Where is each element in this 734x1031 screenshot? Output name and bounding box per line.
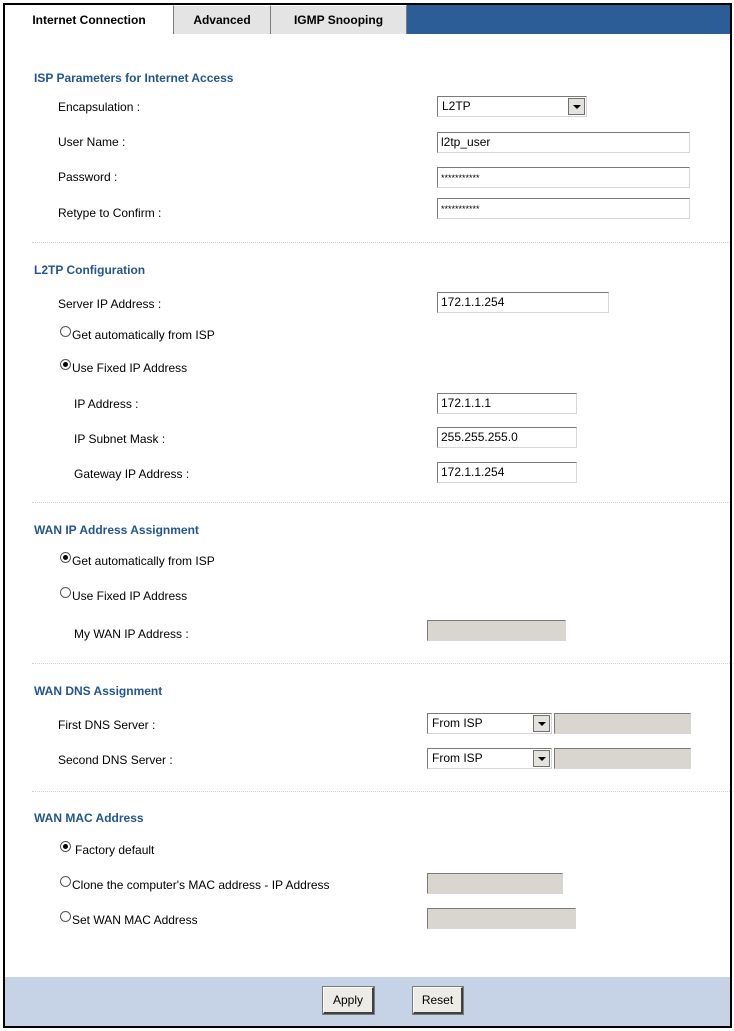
second-dns-label: Second DNS Server : bbox=[58, 753, 173, 767]
retype-label: Retype to Confirm : bbox=[58, 206, 162, 220]
button-bar bbox=[5, 977, 730, 1026]
divider bbox=[32, 663, 730, 664]
tab-igmp-snooping[interactable]: IGMP Snooping bbox=[271, 5, 407, 34]
ip-address-label: IP Address : bbox=[74, 397, 139, 411]
wan-ip-fixed-label: Use Fixed IP Address bbox=[72, 589, 188, 603]
radio-selected-icon[interactable] bbox=[60, 359, 71, 370]
chevron-down-icon bbox=[568, 98, 585, 115]
first-dns-select[interactable] bbox=[427, 713, 552, 734]
wan-ip-auto-label: Get automatically from ISP bbox=[72, 554, 215, 568]
radio-selected-icon[interactable] bbox=[60, 841, 71, 852]
second-dns-value: From ISP bbox=[432, 751, 483, 765]
isp-section-title: ISP Parameters for Internet Access bbox=[34, 71, 234, 85]
my-wan-ip-input[interactable] bbox=[427, 620, 566, 641]
mac-set-option[interactable] bbox=[60, 913, 198, 927]
wan-ip-auto-option[interactable] bbox=[60, 554, 215, 568]
tab-advanced[interactable]: Advanced bbox=[174, 5, 271, 34]
mac-set-label: Set WAN MAC Address bbox=[72, 913, 198, 927]
l2tp-fixed-label: Use Fixed IP Address bbox=[72, 361, 188, 375]
ip-address-input[interactable]: 172.1.1.1 bbox=[437, 393, 577, 414]
wan-ip-fixed-option[interactable] bbox=[60, 589, 187, 603]
wan-mac-address-input[interactable] bbox=[427, 908, 576, 929]
divider bbox=[32, 242, 730, 243]
tab-bar bbox=[5, 5, 730, 34]
password-input[interactable]: *********** bbox=[437, 167, 690, 188]
password-label: Password : bbox=[58, 170, 118, 184]
encapsulation-value: L2TP bbox=[442, 99, 471, 113]
l2tp-section-title: L2TP Configuration bbox=[34, 263, 146, 277]
username-label: User Name : bbox=[58, 135, 126, 149]
internet-connection-panel bbox=[3, 3, 732, 1028]
tab-internet-connection[interactable]: Internet Connection bbox=[5, 5, 174, 34]
first-dns-label: First DNS Server : bbox=[58, 718, 156, 732]
wan-ip-section-title: WAN IP Address Assignment bbox=[34, 523, 199, 537]
radio-unselected-icon[interactable] bbox=[60, 876, 71, 887]
reset-button[interactable]: Reset bbox=[413, 987, 463, 1014]
l2tp-fixed-option[interactable] bbox=[60, 361, 187, 375]
gateway-ip-input[interactable]: 172.1.1.254 bbox=[437, 462, 577, 483]
first-dns-value: From ISP bbox=[432, 716, 483, 730]
radio-selected-icon[interactable] bbox=[60, 552, 71, 563]
l2tp-auto-option[interactable] bbox=[60, 328, 215, 342]
second-dns-select[interactable] bbox=[427, 748, 552, 769]
my-wan-ip-label: My WAN IP Address : bbox=[74, 627, 189, 641]
retype-password-input[interactable]: *********** bbox=[437, 198, 690, 219]
gateway-ip-label: Gateway IP Address : bbox=[74, 467, 190, 481]
mac-clone-label: Clone the computer's MAC address - IP Address bbox=[72, 878, 330, 892]
second-dns-ip-input[interactable] bbox=[554, 748, 691, 769]
encapsulation-label: Encapsulation : bbox=[58, 100, 141, 114]
subnet-mask-input[interactable]: 255.255.255.0 bbox=[437, 427, 577, 448]
username-input[interactable]: l2tp_user bbox=[437, 132, 690, 153]
divider bbox=[32, 502, 730, 503]
radio-unselected-icon[interactable] bbox=[60, 911, 71, 922]
mac-clone-option[interactable] bbox=[60, 878, 330, 892]
mac-factory-label: Factory default bbox=[75, 843, 155, 857]
radio-unselected-icon[interactable] bbox=[60, 326, 71, 337]
chevron-down-icon bbox=[533, 750, 550, 767]
mac-clone-ip-input[interactable] bbox=[427, 873, 563, 894]
wan-mac-section-title: WAN MAC Address bbox=[34, 811, 144, 825]
encapsulation-select[interactable] bbox=[437, 96, 587, 117]
radio-unselected-icon[interactable] bbox=[60, 587, 71, 598]
mac-factory-option[interactable] bbox=[60, 843, 154, 857]
server-ip-input[interactable]: 172.1.1.254 bbox=[437, 292, 609, 313]
server-ip-label: Server IP Address : bbox=[58, 297, 162, 311]
subnet-mask-label: IP Subnet Mask : bbox=[74, 432, 166, 446]
first-dns-ip-input[interactable] bbox=[554, 713, 691, 734]
wan-dns-section-title: WAN DNS Assignment bbox=[34, 684, 163, 698]
chevron-down-icon bbox=[533, 715, 550, 732]
apply-button[interactable]: Apply bbox=[323, 987, 374, 1014]
divider bbox=[32, 791, 730, 792]
l2tp-auto-label: Get automatically from ISP bbox=[72, 328, 215, 342]
